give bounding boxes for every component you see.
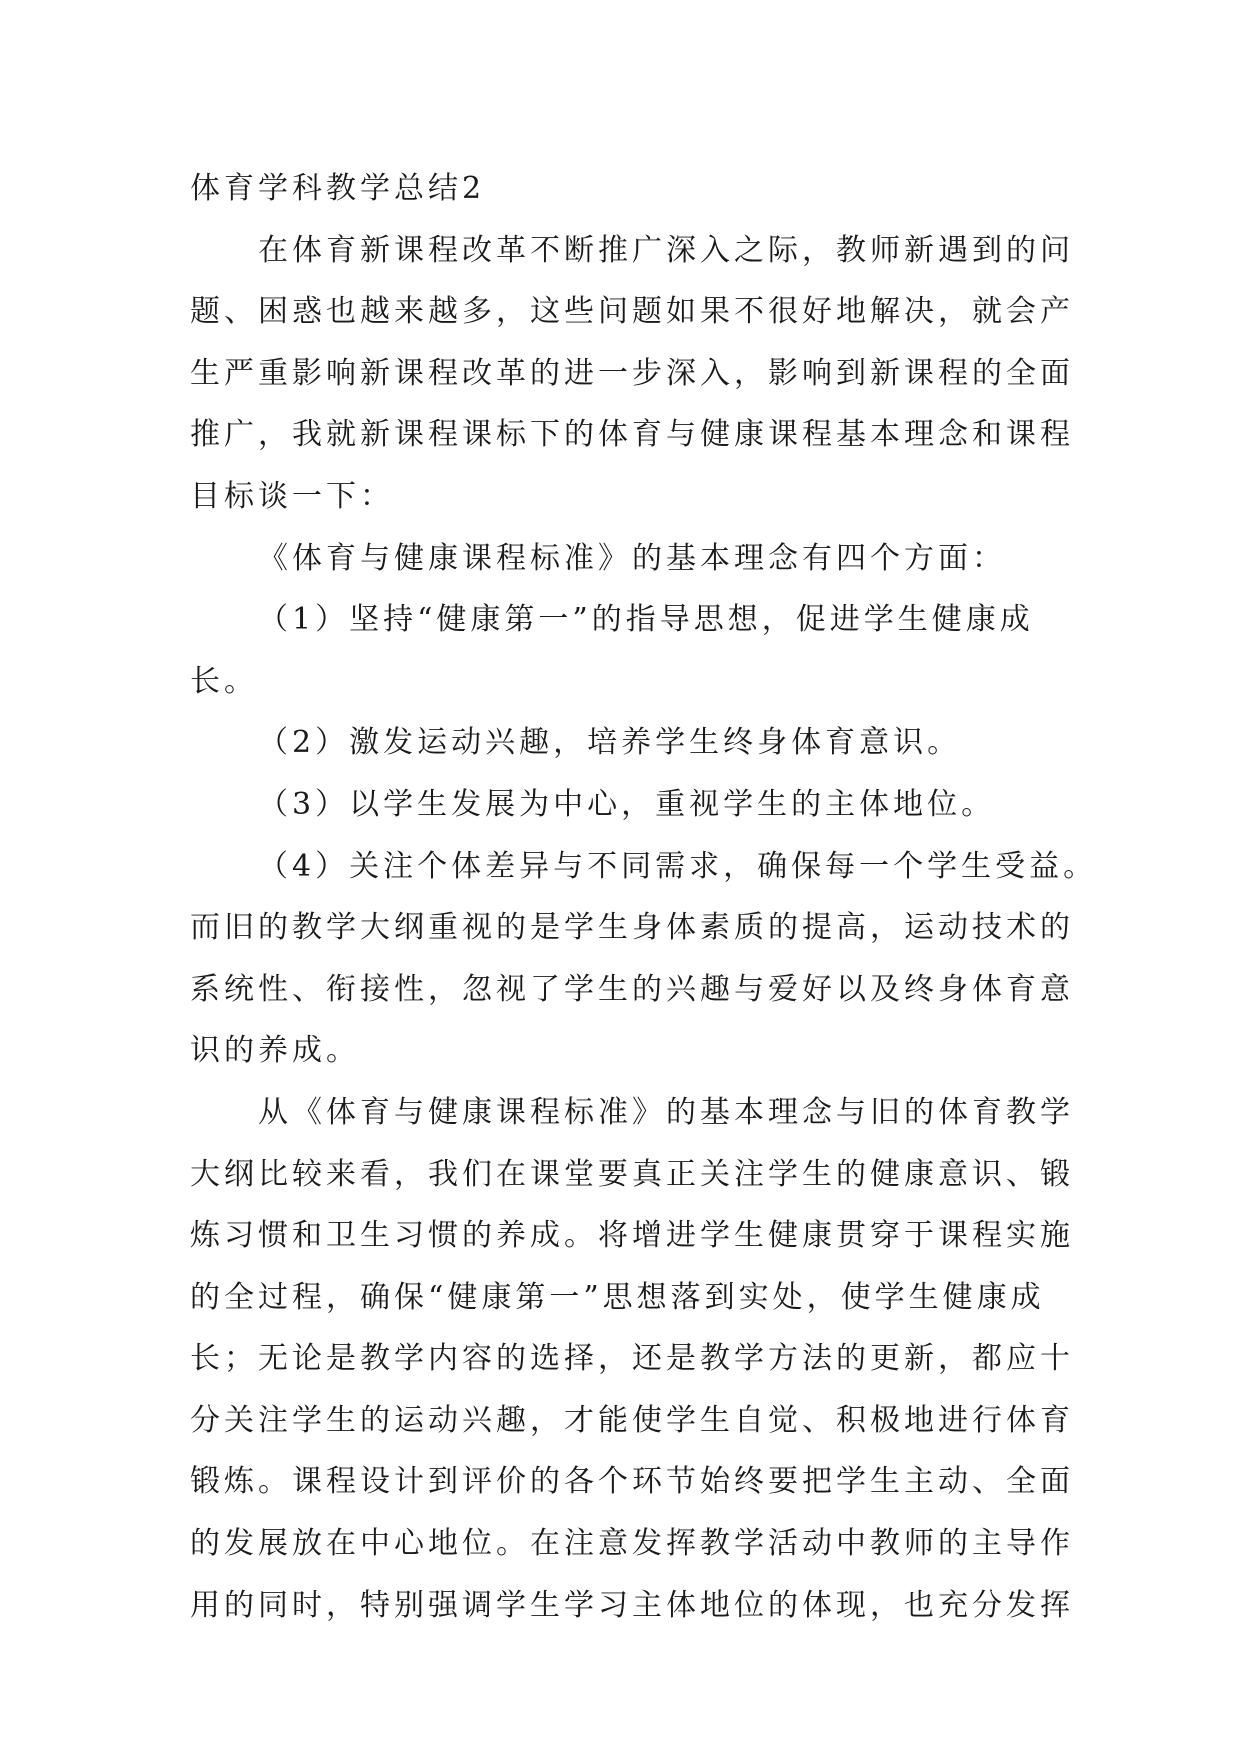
- text-line: （1）坚持“健康第一”的指导思想，促进学生健康成: [258, 602, 1034, 638]
- document-body: [190, 158, 1098, 1636]
- text-line: 在体育新课程改革不断推广深入之际，教师新遇到的问: [258, 232, 1074, 268]
- text-line: 而旧的教学大纲重视的是学生身体素质的提高，运动技术的: [190, 910, 1074, 946]
- text-line: （4）关注个体差异与不同需求，确保每一个学生受益。: [258, 848, 1098, 884]
- text-line: 识的养成。: [190, 1033, 360, 1069]
- text-line: 分关注学生的运动兴趣，才能使学生自觉、积极地进行体育: [190, 1402, 1074, 1438]
- text-line: 炼习惯和卫生习惯的养成。将增进学生健康贯穿于课程实施: [190, 1218, 1074, 1254]
- text-line: 《体育与健康课程标准》的基本理念有四个方面：: [258, 540, 1006, 576]
- text-line: 目标谈一下：: [190, 478, 394, 514]
- text-line: 题、困惑也越来越多，这些问题如果不很好地解决，就会产: [190, 294, 1074, 330]
- text-line: 锻炼。课程设计到评价的各个环节始终要把学生主动、全面: [190, 1464, 1074, 1500]
- text-line: 用的同时，特别强调学生学习主体地位的体现，也充分发挥: [190, 1587, 1074, 1623]
- text-line: 长。: [190, 663, 258, 699]
- text-line: 系统性、衔接性，忽视了学生的兴趣与爱好以及终身体育意: [190, 971, 1074, 1007]
- text-line: 大纲比较来看，我们在课堂要真正关注学生的健康意识、锻: [190, 1156, 1074, 1192]
- document-title: 体育学科教学总结2: [190, 171, 486, 206]
- text-line: （2）激发运动兴趣，培养学生终身体育意识。: [258, 725, 962, 761]
- text-line: （3）以学生发展为中心，重视学生的主体地位。: [258, 786, 996, 822]
- text-line: 从《体育与健康课程标准》的基本理念与旧的体育教学: [258, 1094, 1074, 1130]
- text-line: 的全过程，确保“健康第一”思想落到实处，使学生健康成: [190, 1279, 1045, 1315]
- text-line: 的发展放在中心地位。在注意发挥教学活动中教师的主导作: [190, 1526, 1074, 1562]
- text-line: 生严重影响新课程改革的进一步深入，影响到新课程的全面: [190, 355, 1074, 391]
- text-line: 长；无论是教学内容的选择，还是教学方法的更新，都应十: [190, 1341, 1074, 1377]
- text-line: 推广，我就新课程课标下的体育与健康课程基本理念和课程: [190, 417, 1074, 453]
